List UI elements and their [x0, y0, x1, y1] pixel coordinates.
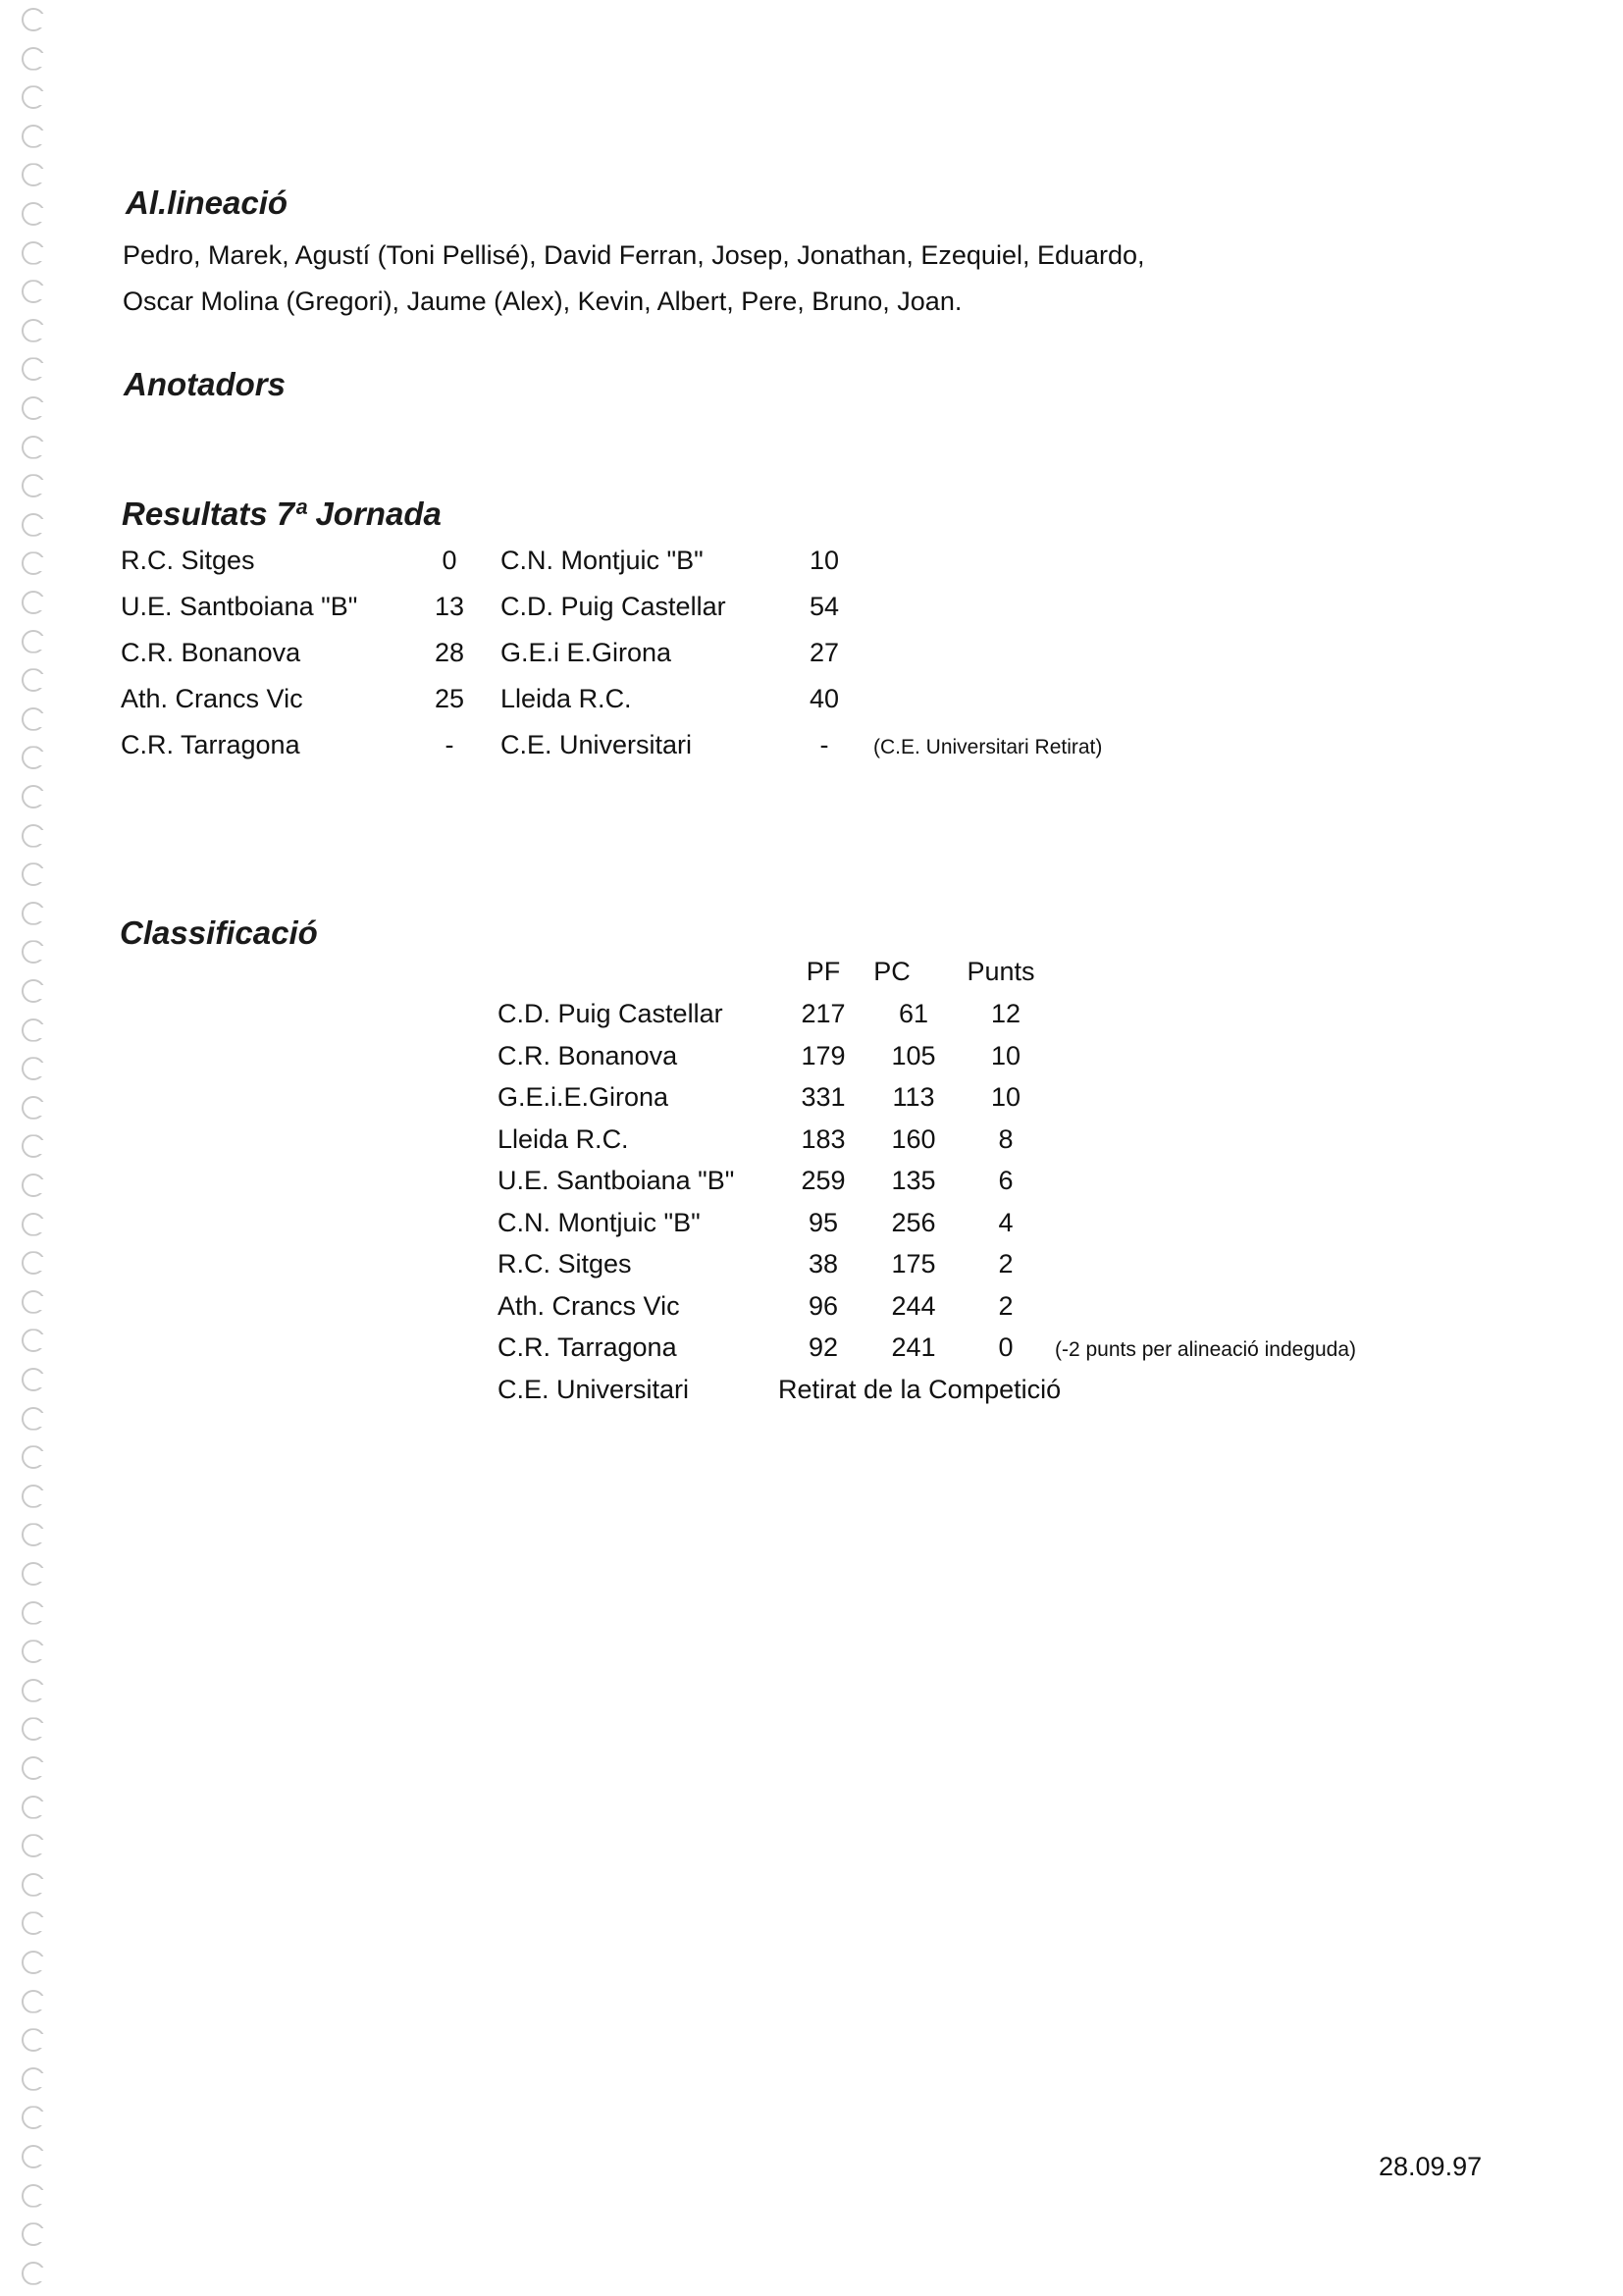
- match-home-team: C.R. Tarragona: [121, 730, 300, 759]
- binder-hole: [22, 396, 45, 420]
- standings-team: U.E. Santboiana "B": [497, 1166, 735, 1195]
- binder-hole: [22, 1251, 45, 1275]
- standings-points: 8: [998, 1123, 1014, 1154]
- binder-hole: [22, 85, 45, 109]
- binder-hole: [22, 591, 45, 614]
- standings-team: Ath. Crancs Vic: [497, 1290, 680, 1321]
- standings-pc: 160: [891, 1123, 936, 1154]
- match-away-team: C.D. Puig Castellar: [500, 592, 726, 621]
- binder-hole: [22, 1523, 45, 1546]
- binder-hole: [22, 1407, 45, 1431]
- standings-pf: 96: [808, 1290, 839, 1321]
- binder-hole: [22, 2067, 45, 2091]
- binder-hole: [22, 1018, 45, 1042]
- binder-hole: [22, 707, 45, 731]
- match-away-score: 27: [809, 638, 840, 667]
- binder-hole: [22, 1911, 45, 1935]
- match-home-score: 13: [434, 592, 465, 621]
- binder-hole: [22, 202, 45, 226]
- binder-hole: [22, 2106, 45, 2129]
- binder-hole: [22, 1174, 45, 1197]
- standings-points: 4: [998, 1207, 1014, 1237]
- standings-pf: 331: [801, 1082, 846, 1112]
- match-home-score: 0: [442, 546, 457, 575]
- standings-points: 0: [998, 1332, 1014, 1362]
- binder-hole: [22, 1601, 45, 1625]
- match-away-team: C.E. Universitari: [500, 730, 693, 759]
- binder-hole: [22, 1640, 45, 1663]
- binder-hole: [22, 1290, 45, 1314]
- standings-pf: 217: [801, 999, 846, 1028]
- binder-hole: [22, 1485, 45, 1508]
- binder-hole: [22, 47, 45, 71]
- binder-hole: [22, 746, 45, 769]
- standings-team: C.R. Bonanova: [497, 1040, 678, 1070]
- column-header-points: Punts: [967, 957, 1035, 986]
- standings-pf: 92: [808, 1332, 839, 1362]
- binder-hole: [22, 436, 45, 459]
- match-away-score: 10: [809, 546, 840, 575]
- binder-hole: [22, 824, 45, 848]
- binder-hole: [22, 1796, 45, 1819]
- binder-hole: [22, 125, 45, 148]
- binder-hole: [22, 280, 45, 303]
- standings-pc: 105: [891, 1040, 936, 1070]
- standings-heading: Classificació: [120, 914, 318, 951]
- standings-pf: 259: [801, 1166, 846, 1195]
- binder-holes: [22, 0, 61, 2296]
- match-home-team: R.C. Sitges: [121, 546, 255, 575]
- binder-hole: [22, 940, 45, 964]
- match-home-team: C.R. Bonanova: [121, 638, 301, 667]
- standings-pc: 256: [891, 1207, 936, 1237]
- match-home-team: U.E. Santboiana "B": [121, 592, 358, 621]
- standings-pf: 179: [801, 1040, 846, 1070]
- match-away-team: G.E.i E.Girona: [500, 638, 672, 667]
- standings-team: C.D. Puig Castellar: [497, 999, 723, 1028]
- standings-team: R.C. Sitges: [497, 1249, 632, 1278]
- match-away-team: Lleida R.C.: [500, 684, 632, 713]
- binder-hole: [22, 862, 45, 886]
- document-date: 28.09.97: [1379, 2152, 1483, 2181]
- standings-pc: 241: [891, 1332, 936, 1362]
- standings-pc: 61: [898, 999, 929, 1028]
- binder-hole: [22, 357, 45, 381]
- column-header-pf: PF: [806, 957, 841, 986]
- binder-hole: [22, 474, 45, 497]
- binder-hole: [22, 1057, 45, 1080]
- standings-pc: 175: [891, 1249, 936, 1278]
- binder-hole: [22, 668, 45, 692]
- binder-hole: [22, 979, 45, 1003]
- binder-hole: [22, 1756, 45, 1780]
- binder-hole: [22, 1873, 45, 1897]
- binder-hole: [22, 1679, 45, 1702]
- binder-hole: [22, 1717, 45, 1741]
- binder-hole: [22, 8, 45, 31]
- binder-hole: [22, 1990, 45, 2013]
- match-home-score: 25: [434, 684, 465, 713]
- standings-pc: 113: [892, 1082, 935, 1112]
- binder-hole: [22, 1368, 45, 1391]
- lineup-heading: Al.lineació: [126, 184, 288, 221]
- standings-team: G.E.i.E.Girona: [497, 1082, 669, 1112]
- match-away-score: -: [819, 730, 829, 759]
- binder-hole: [22, 2262, 45, 2285]
- binder-hole: [22, 1329, 45, 1352]
- match-note: (C.E. Universitari Retirat): [873, 736, 1103, 758]
- match-home-team: Ath. Crancs Vic: [121, 684, 303, 713]
- binder-hole: [22, 1134, 45, 1158]
- standings-points: 6: [998, 1166, 1014, 1195]
- standings-pc: 135: [891, 1166, 936, 1195]
- column-header-pc: PC: [873, 957, 911, 986]
- match-away-team: C.N. Montjuic "B": [500, 546, 704, 575]
- standings-points: 2: [998, 1290, 1014, 1321]
- standings-team: C.N. Montjuic "B": [497, 1207, 701, 1237]
- binder-hole: [22, 163, 45, 186]
- binder-hole: [22, 785, 45, 809]
- standings-points: 10: [990, 1082, 1021, 1112]
- lineup-line-1: Pedro, Marek, Agustí (Toni Pellisé), David Ferran, Josep, Jonathan, Ezequiel, Eduardo,: [123, 240, 1145, 270]
- lineup-line-2: Oscar Molina (Gregori), Jaume (Alex), Kevin, Albert, Pere, Bruno, Joan.: [123, 287, 963, 316]
- binder-hole: [22, 241, 45, 265]
- scorers-heading: Anotadors: [124, 366, 286, 402]
- binder-hole: [22, 1213, 45, 1236]
- standings-pc: 244: [891, 1290, 936, 1321]
- standings-points: 2: [998, 1249, 1014, 1278]
- match-home-score: 28: [434, 638, 465, 667]
- binder-hole: [22, 630, 45, 653]
- binder-hole: [22, 1096, 45, 1120]
- standings-pf: 38: [808, 1249, 839, 1278]
- binder-hole: [22, 2222, 45, 2246]
- binder-hole: [22, 2184, 45, 2208]
- binder-hole: [22, 551, 45, 575]
- binder-hole: [22, 513, 45, 537]
- standings-pf: 183: [801, 1123, 846, 1154]
- match-away-score: 40: [809, 684, 840, 713]
- match-away-score: 54: [809, 592, 840, 621]
- standings-team: C.R. Tarragona: [497, 1332, 677, 1362]
- binder-hole: [22, 1834, 45, 1857]
- binder-hole: [22, 1445, 45, 1469]
- standings-withdrawn-team: C.E. Universitari: [497, 1374, 690, 1404]
- standings-team: Lleida R.C.: [497, 1123, 629, 1154]
- binder-hole: [22, 1562, 45, 1586]
- binder-hole: [22, 902, 45, 925]
- standings-withdrawn-status: Retirat de la Competició: [778, 1374, 1062, 1404]
- standings-points: 10: [990, 1040, 1021, 1070]
- match-home-score: -: [445, 730, 454, 759]
- binder-hole: [22, 2028, 45, 2052]
- standings-points: 12: [990, 999, 1021, 1028]
- binder-hole: [22, 319, 45, 342]
- standings-pf: 95: [808, 1207, 839, 1237]
- results-heading: Resultats 7ª Jornada: [122, 496, 442, 532]
- standings-note: (-2 punts per alineació indeguda): [1055, 1338, 1357, 1361]
- binder-hole: [22, 1951, 45, 1974]
- binder-hole: [22, 2145, 45, 2168]
